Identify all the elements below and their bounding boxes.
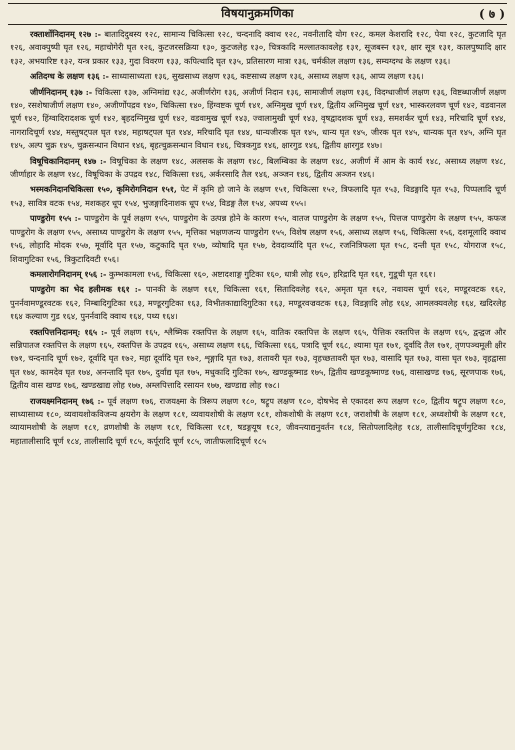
entry-heading: रक्तपित्तनिदानम्: १६५ :- (30, 326, 108, 337)
entry-text: साध्यासाध्यता १३६, सुखसाध्य लक्षण १३६, कष्टसाध्य लक्षण १३६, असाध्य लक्षण १३६, आप्य लक्षण १३६। (108, 71, 424, 82)
index-entry (10, 183, 506, 210)
index-entry (10, 326, 506, 393)
entry-heading: रक्तार्शोनिदानम् १२७ :- (30, 29, 102, 39)
index-entry (10, 70, 506, 83)
page-number: ( ७ ) (479, 7, 505, 21)
entry-text: पेट में कृमि हो जाने के लक्षण १५१, चिकित्सा १५२, त्रिफलादि घृत १५३, विडङ्गादि घृत १५३, पिप्पलादि चूर्ण १५३, सावित्र वटक १५४, मशकहर धूप १५४, भुजङ्गादिनाशक धूप १५४, विडङ्ग तैल १५४, अपथ्य १५५। (10, 184, 506, 208)
page-header (8, 3, 507, 25)
entry-text: पानकी के लक्षण १६१, चिकित्सा १६१, सितादिवलेह १६२, अमृता घृत १६२, नवायस चूर्ण १६२, मण्डूरवटक १६२, पुनर्नवामण्डूरवटक १६२, निम्बादिगुटिका १६३, मण्डूरगुटिका १६३, विभीतकाद्यादिगुटिका १६३, मण्डूरवज्रवटक १६३, विडङ्गादि लोह १६४, आमलक्यवलेह १६४, खदिरलेह १६४ कल्याण गुड १६४, पुनर्नवादि क्वाथ १६४, पथ्य १६४। (10, 284, 506, 322)
page-title: विषयानुक्रमणिका (221, 6, 294, 20)
entry-heading: पाण्डुरोग का भेद हलीमक १६१ :- (30, 284, 142, 295)
entry-text: बातादिदुबस्य १२८, सामान्य चिकित्सा १२८, चन्दनादि क्वाथ १२८, नवनीतादि योग १२८, कमल केशरादि १२८, पेया १२८, कुटजादि घृत १२६, अवाक्पुष्पी घृत १२६, महाचोगेरी घृत १२६, कुटजरसक्रिया १३०, कुटजलेह १३०, चित्रकादि मल्लातकावलेह १३१, सूजबस्न १३१, क्षार सूत्र १३१, कालपुष्पादि क्षार १३२, अभयारिष्ट १३२, यन्त्र प्रकार १३३, गुदा विवरण १३३, कपित्थादि घृत १३५, प्रतिसारण मात्रा १३६, चर्मकील लक्षण १३६, सम्यग्दग्ध के लक्षण १३६। (10, 29, 506, 66)
index-entry (10, 395, 506, 449)
entry-heading: कमलारोगनिदानम् १५६ :- (30, 268, 107, 279)
entry-text: कुम्भकामला १५६, चिकित्सा १६०, अष्टादशाङ्ग गुटिका १६०, धात्री लोह १६०, हरिद्रादि घृत १६१, गुडूची घृत १६१। (106, 268, 436, 279)
entry-text: विषूचिका के लक्षण १४८, अलसक के लक्षण १४८, बिलम्बिका के लक्षण १४८, अजीर्ण में आम के कार्य १४८, असाध्य लक्षण १४८, जीर्णाहार के लक्षण १४८, विषूचिका के उपद्रव १४८, चिकित्सा १४६, अर्करसादि तैल १४६, अञ्जन १४६, द्वितीय अञ्जन १४६। (10, 155, 506, 180)
entry-heading: विषूचिकानिदानम् १४७ :- (30, 155, 107, 166)
index-entry (10, 28, 506, 68)
index-entry (10, 283, 506, 323)
entry-text: पाण्डुरोग के पूर्व लक्षण १५५, पाण्डुरोग के उत्पन्न होने के कारण १५५, वातज पाण्डुरोग के लक्षण १५५, पित्तज पाण्डुरोग के लक्षण १५५, कफज पाण्डुरोग के लक्षण १५५, असाध्य पाण्डुरोग के लक्षण १५५, मृत्तिका भक्षणजन्य पाण्डुरोग १५५, विशेष लक्षण १५६, असाध्य लक्षण १५६, चिकित्सा १५६, दशमूलादि क्वाथ १५६, लोहादि मोदक १५७, मूर्वादि घृत १५७, कटुकादि घृत १५७, व्योषादि घृत १५७, देवदार्व्यादि घृत १५८, रजनित्रिफला घृत १५८, दन्ती घृत १५८, योगराज १५८, शिवागुटिका १५६, त्रिकुटादिवटी १५६। (10, 213, 506, 264)
entry-heading: जीर्णनिदानम् १३७ :- (30, 86, 93, 97)
entry-text: पूर्व लक्षण १६५, श्लैष्मिक रक्तपित्त के लक्षण १६५, वातिक रक्तपित्त के लक्षण १६५, पैत्तिक रक्तपित्त के लक्षण १६५, द्वन्द्वज और सन्निपातज रक्तपित्त के लक्षण १६५, रक्तपित्त के उपद्रव १६५, असाध्य लक्षण १६६, चिकित्सा १६६, पत्रादि चूर्ण १६८, श्यामा घृत १७१, दूर्वादि तैल १७१, तृणपञ्चमूली क्षीर १७१, चन्दनादि चूर्ण १७२, दूर्वादि घृत १७२, महा दूर्वादि घृत १७२, शृङ्गादि घृत १७३, शतावरी घृत १७३, वृहच्छतावरी घृत १७३, वासादि घृत १७३, वासा घृत १७३, वृहद्वासा घृत १७४, कामदेव घृत १७४, अनन्तादि घृत १७५, दुर्वाद्य घृत १७५, मधुकादि गुटिका १७५, खण्डकूष्माड १७५, द्वितीय खण्डकूष्माण्ड १७६, वासाखण्ड १७६, सूरणपाक १७६, द्वितीय वास खण्ड १७६, खण्डखाद्य लोह १७७, अम्लपित्तादि रसायन १७७, खण्डाद्य लोह १७८। (10, 326, 506, 391)
entry-text: पूर्व लक्षण १७६, राजयक्ष्मा के त्रिरूप लक्षण १८०, षट्रूप लक्षण १८०, दोषभेद से एकादश रूप लक्षण १८०, द्वितीय षट्रूप लक्षण १८०, साध्यासाध्य १८०, व्यवायशोकविजन्य क्षयरोग के लक्षण १८१, व्यवायशोषी के लक्षण १८१, शोकशोषी के लक्षण १८१, जराशोषी के लक्षण १८१, अध्वशोषी के लक्षण १८१, व्यायामशोषी के लक्षण १८१, व्रणशोषी के लक्षण १८१, चिकित्सा १८१, षडङ्गयूष १८२, जीवन्त्याद्यनुवर्तन १८४, सितोपलादिलेह १८४, तालीसादिचूर्णगुटिका १८४, महातालीसादि चूर्ण १८४, तालीसादि चूर्ण १८५, कर्पूरादि चूर्ण १८५, जातीफलादिचूर्ण १८५ (10, 395, 506, 446)
index-entry (10, 86, 506, 153)
entry-text: चिकित्सा १३७, अग्निमांद्य १३८, अजीर्णरोग १३६, अजीर्ण निदान १३६, सामाजीर्ण लक्षण १३६, विदग्धाजीर्ण लक्षण १३६, विष्टब्धाजीर्ण लक्षण १४०, रसशेषाजीर्ण लक्षण १४०, अजीर्णोपद्रव १४०, चिकित्सा १४०, हिंग्वष्टक चूर्ण १४१, अग्निमुख चूर्ण १४१, द्वितीय अग्निमुख चूर्ण १४१, भास्करलवण चूर्ण १४२, वडवानल चूर्ण १४२, हिंग्वादिरादशक चूर्ण १४२, बृहदग्निमुख चूर्ण १४२, वडवामुख चूर्ण १४३, ज्वालामुखी चूर्ण १४३, वृषद्वादशक चूर्ण १४३, समशर्कर चूर्ण १४३, मरिचादि चूर्ण १४४, नागरादिचूर्ण १४४, मस्तुषट्पल घृत १४४, महाषट्पल घृत १४४, मरिचादि घृत १४४, धान्यजीरक घृत १४५, धान्य घृत १४५, जीरक घृत १४५, धान्यक घृत १४५, अग्नि घृत १४५, अल्प चुक्र १४५, चुक्रसन्धान विधान १४६, बृहत्चुक्रसन्धान विधान १४६, चित्रकगुड १४६, क्षारगुड १४६, द्वितीय क्षारगुड १४७। (10, 86, 506, 151)
entry-heading: पाण्डुरोग १५५ :- (30, 213, 82, 224)
entry-heading: अतिदग्ध के लक्षण १३६ :- (30, 71, 109, 82)
index-content (10, 28, 506, 450)
index-entry (10, 268, 506, 281)
entry-heading: भस्मकनिदानचिकित्सा १५०, कृमिरोगनिदान १५१, (30, 184, 177, 195)
entry-heading: राजयक्ष्मनिदानम् १७६ :- (30, 395, 104, 406)
index-entry (10, 212, 506, 266)
index-entry (10, 155, 506, 182)
